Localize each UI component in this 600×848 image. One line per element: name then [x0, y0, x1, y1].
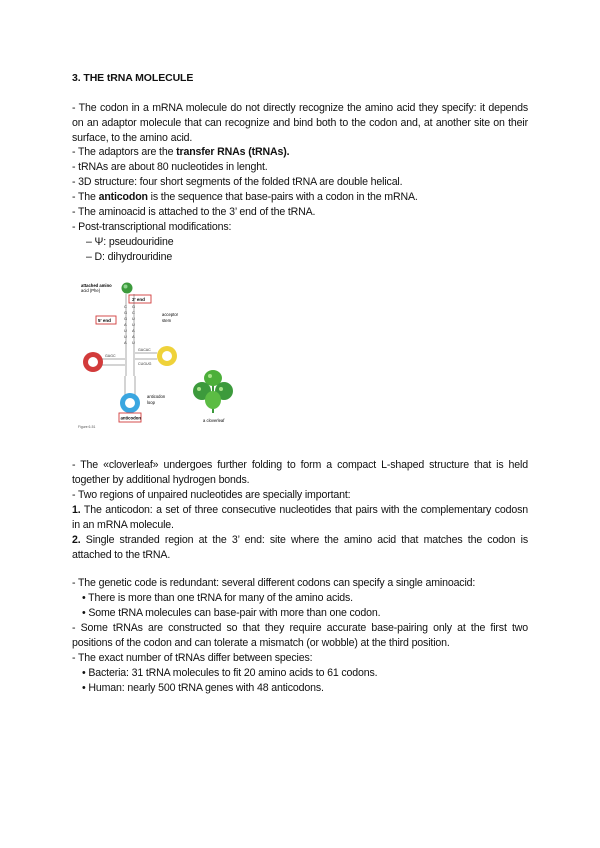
- svg-text:A: A: [124, 322, 127, 327]
- paragraph-adaptors: - The adaptors are the transfer RNAs (tRNAs).: [72, 146, 290, 158]
- stem-nucleotides: [124, 304, 135, 345]
- svg-text:U: U: [124, 328, 127, 333]
- anticodon-loop-center: [125, 398, 135, 408]
- anticodon-loop-label: anticodon: [147, 394, 166, 399]
- sphere-highlight: [124, 285, 128, 289]
- t-arm: [135, 353, 157, 359]
- svg-text:U: U: [132, 340, 135, 345]
- svg-text:U: U: [132, 316, 135, 321]
- stem-label: stem: [162, 318, 172, 323]
- paragraph-aminoacid: - The aminoacid is attached to the 3’ end of the tRNA.: [72, 206, 316, 218]
- svg-text:A: A: [124, 340, 127, 345]
- paragraph-anticodon: - The anticodon is the sequence that base-pairs with a codon in the mRNA.: [72, 191, 418, 203]
- paragraph-redundant: - The genetic code is redundant: several different codons can specify a single aminoacid:: [72, 577, 476, 589]
- t-arm-nucleotides-lower: CUGUG: [138, 362, 152, 366]
- d-arm: [102, 359, 125, 365]
- five-prime-end-label: 5' end: [98, 318, 111, 323]
- amino-acid-sphere: [122, 283, 133, 294]
- acceptor-label: acceptor: [162, 312, 179, 317]
- numbered-item: 2. Single stranded region at the 3’ end: site where the amino acid that matches the codon is attached to the tRNA.: [72, 534, 528, 561]
- svg-text:G: G: [124, 310, 128, 315]
- paragraph-length: - tRNAs are about 80 nucleotides in lenght.: [72, 161, 268, 173]
- svg-text:G: G: [132, 304, 136, 309]
- d-arm-nucleotides: GAGC: [105, 354, 116, 358]
- attached-amino-label: attached amino: [81, 283, 112, 288]
- paragraph-cloverleaf: - The «cloverleaf» undergoes further folding to form a compact L-shaped structure that is held together by additional hydrogen bonds.: [72, 459, 528, 486]
- paragraph-codon: - The codon in a mRNA molecule do not directly recognize the amino acid they specify: it depends on an adaptor molecule that can recognize and bind both to the codon and, at another site on their surface, to the amino acid.: [72, 102, 528, 144]
- section-title: 3. THE tRNA MOLECULE: [72, 72, 194, 84]
- three-prime-end-label: 3' end: [132, 297, 145, 302]
- t-loop-center: [162, 351, 172, 361]
- modification-item: – Ψ: pseudouridine: [86, 236, 174, 248]
- numbered-item: 1. The anticodon: a set of three consecutive nucleotides that pairs with the complementary codosn in an mRNA molecule.: [72, 504, 528, 531]
- figure-credit: Figure 6-51: [78, 425, 96, 429]
- paragraph-regions: - Two regions of unpaired nucleotides are specially important:: [72, 489, 351, 501]
- paragraph-modifications: - Post-transcriptional modifications:: [72, 221, 232, 233]
- cloverleaf-illustration: [193, 370, 233, 413]
- bullet-item: • There is more than one tRNA for many of the amino acids.: [82, 592, 353, 604]
- d-loop-center: [88, 357, 98, 367]
- amino-acid-label: acid (Phe): [81, 288, 101, 293]
- bullet-item: • Bacteria: 31 tRNA molecules to fit 20 amino acids to 61 codons.: [82, 667, 378, 679]
- modification-item: – D: dihydrouridine: [86, 251, 173, 263]
- svg-text:U: U: [124, 334, 127, 339]
- cloverleaf-label: a cloverleaf: [203, 418, 225, 423]
- svg-text:G: G: [124, 316, 128, 321]
- anticodon-box-label: anticodon: [120, 415, 142, 421]
- svg-text:A: A: [132, 328, 135, 333]
- paragraph-3d: - 3D structure: four short segments of the folded tRNA are double helical.: [72, 176, 403, 188]
- bullet-item: • Human: nearly 500 tRNA genes with 48 anticodons.: [82, 682, 324, 694]
- svg-text:A: A: [132, 334, 135, 339]
- svg-text:U: U: [132, 322, 135, 327]
- paragraph-species: - The exact number of tRNAs differ between species:: [72, 652, 313, 664]
- svg-text:C: C: [124, 304, 127, 309]
- svg-text:C: C: [132, 310, 135, 315]
- t-arm-nucleotides: GACAC: [138, 348, 151, 352]
- bullet-item: • Some tRNA molecules can base-pair with more than one codon.: [82, 607, 381, 619]
- trna-cloverleaf-figure: [75, 278, 255, 430]
- loop-label: loop: [147, 400, 155, 405]
- paragraph-wobble: - Some tRNAs are constructed so that they require accurate base-pairing only at the first two positions of the codon and can tolerate a mismatch (or wobble) at the third position.: [72, 622, 528, 649]
